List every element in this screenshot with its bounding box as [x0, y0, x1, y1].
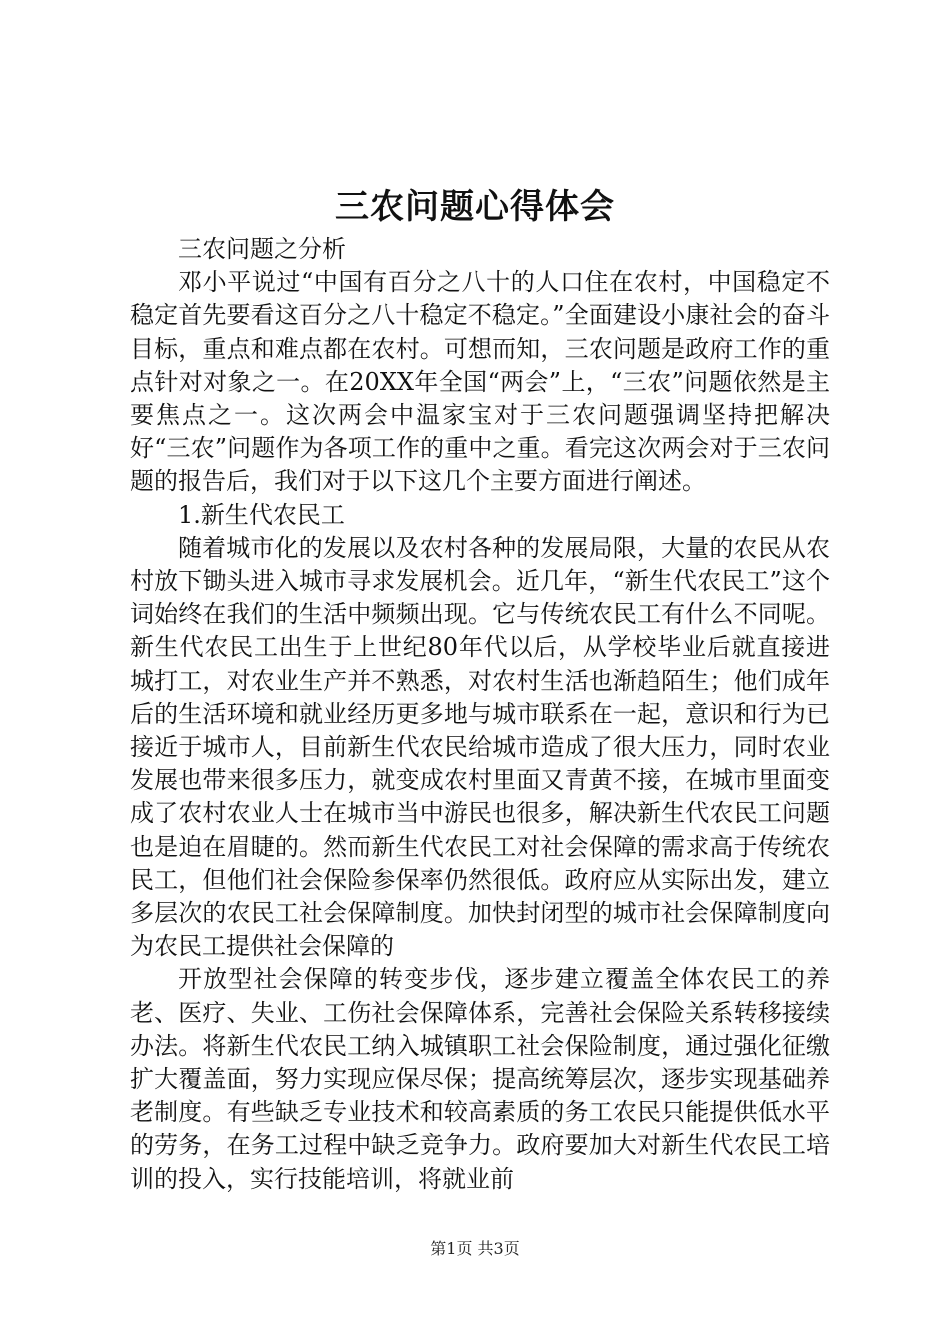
paragraph-social-security: 开放型社会保障的转变步伐，逐步建立覆盖全体农民工的养老、医疗、失业、工伤社会保障体系，完善社会保险关系转移接续办法。将新生代农民工纳入城镇职工社会保险制度，通过强化征缴扩大覆盖面，努力实现应保尽保；提高统筹层次，逐步实现基础养老制度。有些缺乏专业技术和较高素质的务工农民只能提供低水平的劳务，在务工过程中缺乏竞争力。政府要加大对新生代农民工培训的投入，实行技能培训，将就业前 [130, 965, 830, 1193]
document-title: 三农问题心得体会 [335, 187, 615, 227]
paragraph-intro: 邓小平说过“中国有百分之八十的人口住在农村，中国稳定不稳定首先要看这百分之八十稳定不稳定。”全面建设小康社会的奋斗目标，重点和难点都在农村。可想而知，三农问题是政府工作的重点针对对象之一。在20XX年全国“两会”上，“三农”问题依然是主要焦点之一。这次两会中温家宝对于三农问题强调坚持把解决好“三农”问题作为各项工作的重中之重。看完这次两会对于三农问题的报告后，我们对于以下这几个主要方面进行阐述。 [130, 268, 830, 496]
paragraph-new-generation-workers: 随着城市化的发展以及农村各种的发展局限，大量的农民从农村放下锄头进入城市寻求发展机会。近几年，“新生代农民工”这个词始终在我们的生活中频频出现。它与传统农民工有什么不同呢。新生代农民工出生于上世纪80年代以后，从学校毕业后就直接进城打工，对农业生产并不熟悉，对农村生活也渐趋陌生；他们成年后的生活环境和就业经历更多地与城市联系在一起，意识和行为已接近于城市人，目前新生代农民给城市造成了很大压力，同时农业发展也带来很多压力，就变成农村里面又青黄不接，在城市里面变成了农村农业人士在城市当中游民也很多，解决新生代农民工问题也是迫在眉睫的。然而新生代农民工对社会保障的需求高于传统农民工，但他们社会保险参保率仍然很低。政府应从实际出发，建立多层次的农民工社会保障制度。加快封闭型的城市社会保障制度向为农民工提供社会保障的 [130, 533, 830, 961]
section-heading-new-generation-workers: 1.新生代农民工 [178, 500, 345, 529]
document-body [130, 233, 830, 1196]
section-heading-analysis: 三农问题之分析 [178, 235, 346, 263]
page-indicator: 第1页 共3页 [430, 1239, 520, 1258]
